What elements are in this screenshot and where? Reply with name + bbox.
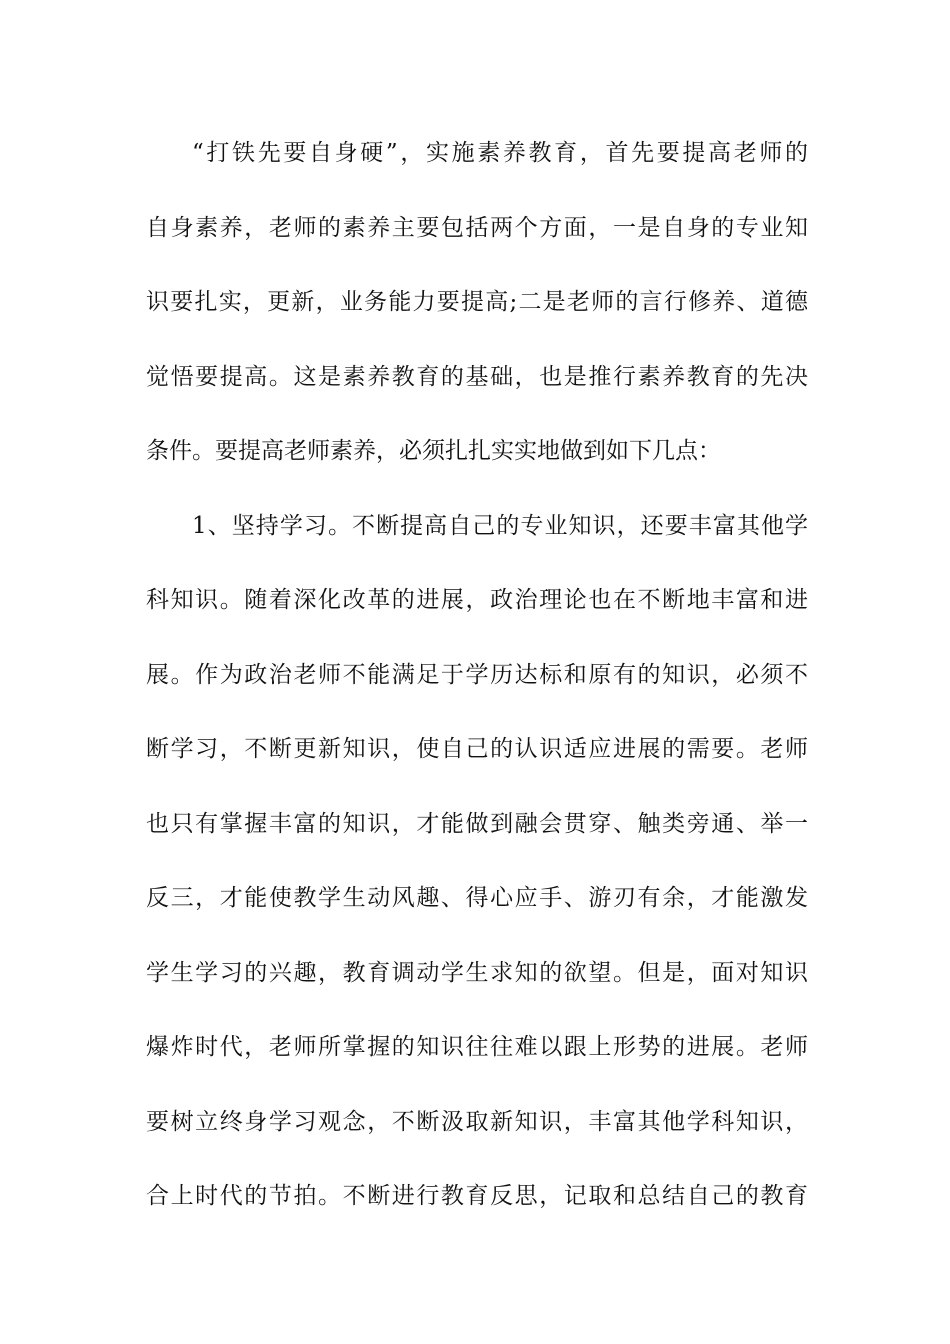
- paragraph-1-line-2: 自身素养，老师的素养主要包括两个方面，一是自身的专业知: [146, 214, 808, 241]
- paragraph-1-line-4: 觉悟要提高。这是素养教育的基础，也是推行素养教育的先决: [146, 363, 808, 390]
- paragraph-2-line-3: 展。作为政治老师不能满足于学历达标和原有的知识，必须不: [146, 661, 808, 688]
- paragraph-1-line-5: 条件。要提高老师素养，必须扎扎实实地做到如下几点：: [146, 438, 721, 464]
- paragraph-2-line-1: 1、坚持学习。不断提高自己的专业知识，还要丰富其他学: [192, 512, 808, 539]
- paragraph-2-line-4: 断学习，不断更新知识，使自己的认识适应进展的需要。老师: [146, 736, 808, 762]
- paragraph-1-line-1: “打铁先要自身硬”，实施素养教育，首先要提高老师的: [192, 140, 808, 166]
- paragraph-2-line-6: 反三，才能使教学生动风趣、得心应手、游刃有余，才能激发: [146, 885, 808, 911]
- paragraph-2-line-5: 也只有掌握丰富的知识，才能做到融会贯穿、触类旁通、举一: [146, 810, 808, 837]
- document-body: [146, 128, 808, 1246]
- paragraph-2-line-2: 科知识。随着深化改革的进展，政治理论也在不断地丰富和进: [146, 587, 808, 613]
- paragraph-2-line-7: 学生学习的兴趣，教育调动学生求知的欲望。但是，面对知识: [146, 959, 808, 986]
- paragraph-2-line-10: 合上时代的节拍。不断进行教育反思，记取和总结自己的教育: [146, 1183, 808, 1209]
- paragraph-2-line-9: 要树立终身学习观念，不断汲取新知识，丰富其他学科知识，: [146, 1108, 808, 1135]
- paragraph-2-line-8: 爆炸时代，老师所掌握的知识往往难以跟上形势的进展。老师: [146, 1034, 808, 1060]
- paragraph-1-line-3: 识要扎实，更新，业务能力要提高;二是老师的言行修养、道德: [146, 289, 808, 315]
